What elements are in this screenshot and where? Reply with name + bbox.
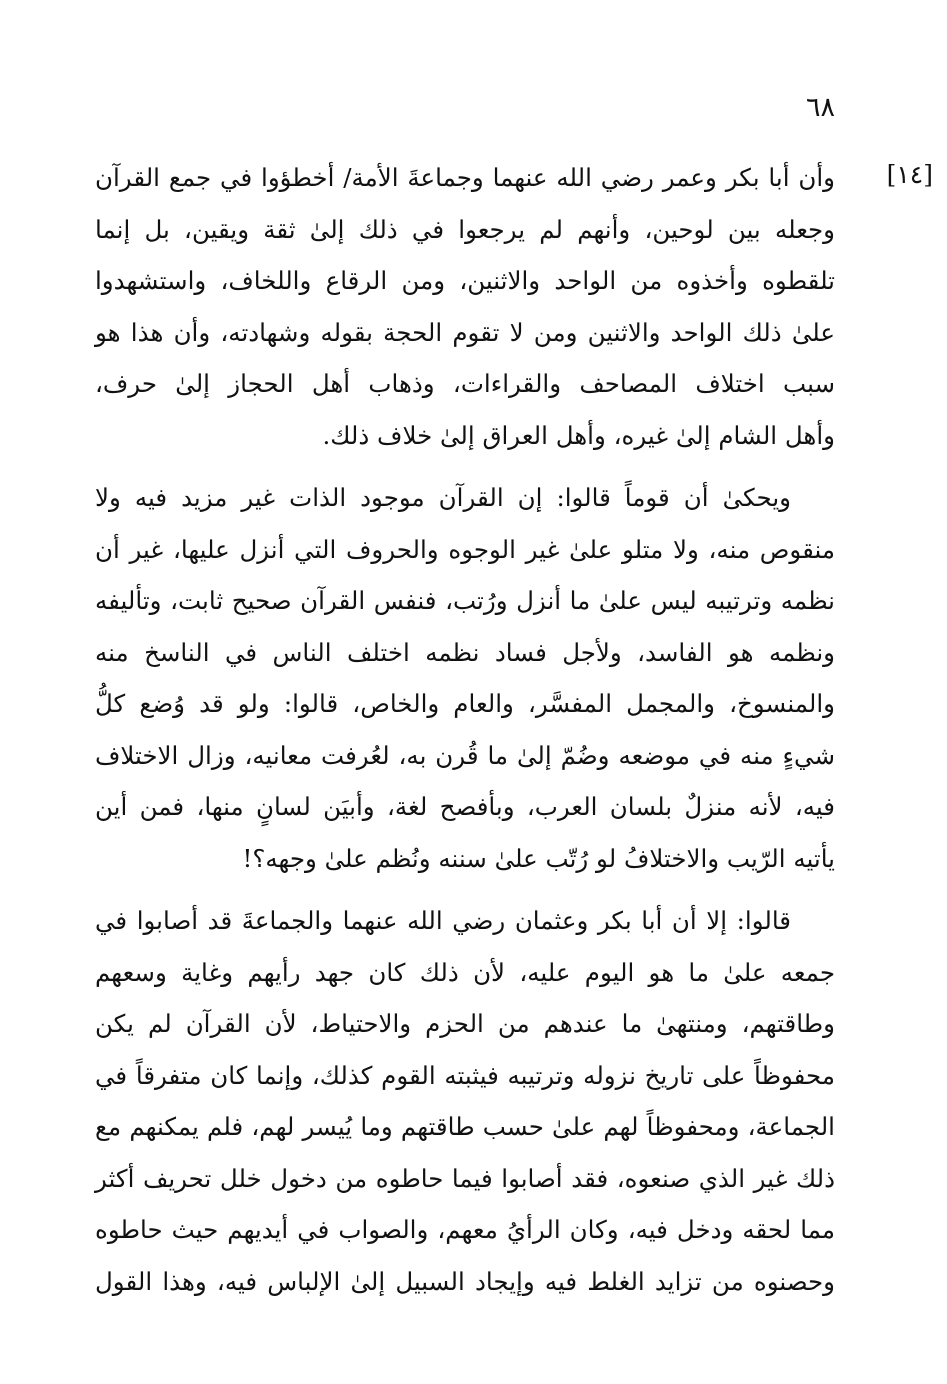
paragraph-1 [95,152,835,461]
text-line: شيءٍ منه في موضعه وضُمّ إلىٰ ما قُرن به، لعُرفت معانيه، وزال الاختلاف [95,740,835,770]
margin-page-reference: [١٤] [886,160,933,189]
text-line: فيه، لأنه منزلٌ بلسان العرب، وبأفصح لغة، وأبيَن لسانٍ منها، فمن أين [95,792,835,821]
text-line: وأن أبا بكر وعمر رضي الله عنهما وجماعةَ الأمة/ أخطؤوا في جمع القرآن [95,163,835,192]
text-line: يأتيه الرّيب والاختلافُ لو رُتّب علىٰ سننه ونُظم علىٰ وجهه؟! [242,843,835,873]
text-line: الجماعة، ومحفوظاً لهم علىٰ حسب طاقتهم وما يُيسر لهم، فلم يمكنهم مع [95,1112,835,1141]
text-line: وجعله بين لوحين، وأنهم لم يرجعوا في ذلك إلىٰ ثقة ويقين، بل إنما [95,214,835,244]
page-number: ٦٨ [805,92,835,123]
text-line: محفوظاً على تاريخ نزوله وترتيبه فيثبته القوم كذلك، وإنما كان متفرقاً في [95,1060,835,1090]
text-line: تلقطوه وأخذوه من الواحد والاثنين، ومن الرقاع واللخاف، واستشهدوا [95,266,835,295]
text-line: والمنسوخ، والمجمل المفسَّر، والعام والخاص، قالوا: ولو قد وُضع كلُّ [95,689,835,718]
text-line: ويحكىٰ أن قوماً قالوا: إن القرآن موجود الذات غير مزيد فيه ولا [95,483,791,512]
paragraph-3 [95,895,835,1307]
text-line: سبب اختلاف المصاحف والقراءات، وذهاب أهل الحجاز إلىٰ حرف، [95,369,835,398]
text-line: نظمه وترتيبه ليس علىٰ ما أنزل ورُتب، فنفس القرآن صحيح ثابت، وتأليفه [95,586,835,615]
text-line: جمعه علىٰ ما هو اليوم عليه، لأن ذلك كان جهد رأيهم وغاية وسعهم [95,957,835,987]
text-line: وأهل الشام إلىٰ غيره، وأهل العراق إلىٰ خلاف ذلك. [322,420,835,450]
text-line: وحصنوه من تزايد الغلط فيه وإيجاد السبيل إلىٰ الإلباس فيه، وهذا القول [95,1266,835,1296]
text-line: مما لحقه ودخل فيه، وكان الرأيُ معهم، والصواب في أيديهم حيث حاطوه [95,1215,835,1244]
text-line: علىٰ ذلك الواحد والاثنين ومن لا تقوم الحجة بقوله وشهادته، وأن هذا هو [95,317,835,347]
text-line: منقوص منه، ولا متلو علىٰ غير الوجوه والحروف التي أنزل عليها، غير أن [95,534,835,564]
body-text [95,152,835,1307]
text-line: وطاقتهم، ومنتهىٰ ما عندهم من الحزم والاحتياط، لأن القرآن لم يكن [95,1009,835,1038]
paragraph-2 [95,472,835,884]
text-line: ونظمه هو الفاسد، ولأجل فساد نظمه اختلف الناس في الناسخ منه [95,637,835,667]
text-line: ذلك غير الذي صنعوه، فقد أصابوا فيما حاطوه من دخول خلل تحريف أكثر [95,1163,835,1193]
text-line: قالوا: إلا أن أبا بكر وعثمان رضي الله عنهما والجماعةَ قد أصابوا في [95,906,791,935]
